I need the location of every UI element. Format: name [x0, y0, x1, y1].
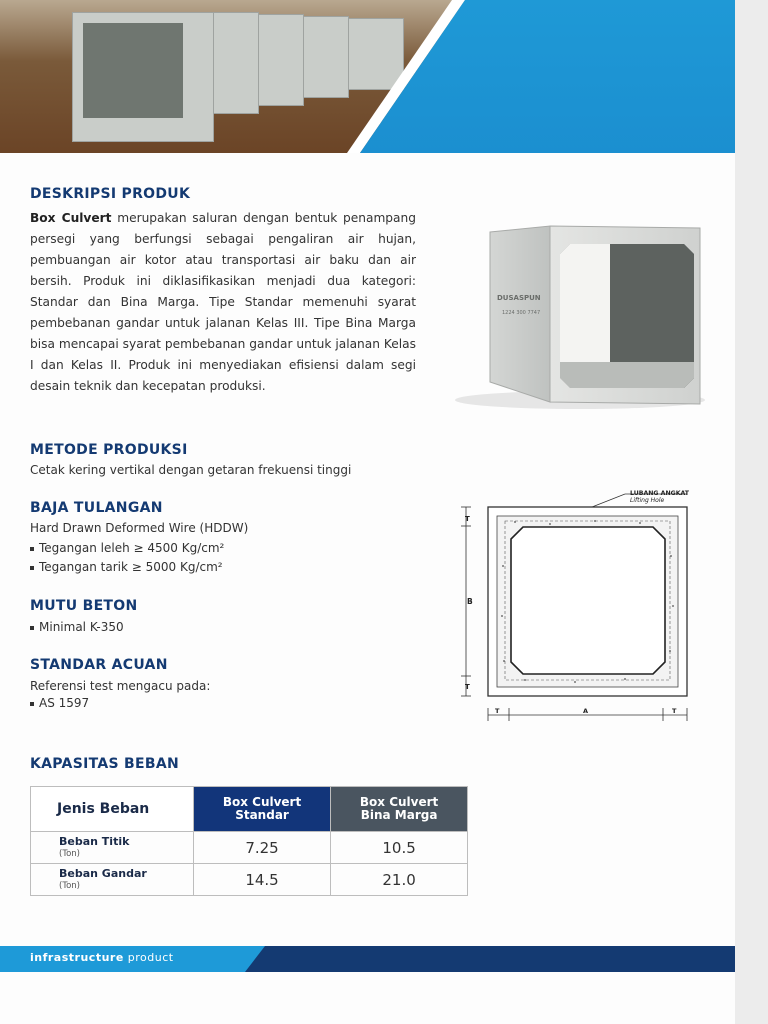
method-text: Cetak kering vertikal dengan getaran frekuensi tinggi	[30, 463, 352, 477]
description-heading: DESKRIPSI PRODUK	[30, 186, 191, 202]
capacity-table	[30, 786, 468, 896]
cell-standard: 14.5	[193, 864, 330, 896]
steel-bullet-2: Tegangan tarik ≥ 5000 Kg/cm²	[30, 560, 223, 574]
dim-t-top: T	[465, 515, 470, 523]
page-margin	[735, 0, 768, 1024]
standard-heading: STANDAR ACUAN	[30, 657, 168, 673]
cell-standard: 7.25	[193, 832, 330, 864]
table-row	[31, 864, 468, 896]
description-body: merupakan saluran dengan bentuk penampang persegi yang berfungsi sebagai pengaliran air hujan, pembuangan air kotor atau transportasi air baku dan air bersih. Produk ini diklasifikasikan menjadi dua kategori: Standar dan Bina Marga. Tipe Standar memenuhi syarat pembebanan gandar untuk jalanan Kelas III. Tipe Bina Marga bisa mencapai syarat pembebanan gandar untuk jalanan Kelas I dan Kelas II. Produk ini menyediakan efisiensi dalam segi desain teknik dan kecepatan produksi.	[30, 211, 416, 393]
cell-binamarga: 21.0	[331, 864, 468, 896]
cross-section-diagram	[455, 486, 700, 726]
bullet-icon	[30, 626, 34, 630]
product-code-text: 1224 300 7747	[502, 310, 541, 316]
steel-text: Hard Drawn Deformed Wire (HDDW)	[30, 521, 249, 535]
bullet-icon	[30, 547, 34, 551]
dim-a: A	[583, 707, 589, 715]
table-row	[31, 832, 468, 864]
row-label: Beban Titik (Ton)	[31, 832, 194, 864]
table-header-row	[31, 787, 468, 832]
description-lead: Box Culvert	[30, 211, 112, 225]
header-photo	[0, 0, 735, 153]
steel-heading: BAJA TULANGAN	[30, 500, 163, 516]
concrete-heading: MUTU BETON	[30, 598, 138, 614]
product-brand-text: DUSASPUN	[497, 294, 541, 302]
standard-text: Referensi test mengacu pada:	[30, 679, 211, 693]
box-culvert-product-image	[450, 222, 705, 412]
dim-t-right: T	[672, 707, 677, 715]
description-text	[30, 208, 416, 397]
dim-t-left: T	[495, 707, 500, 715]
col-header-standard: Box Culvert Standar	[193, 787, 330, 832]
dim-b: B	[467, 597, 473, 606]
row-label: Beban Gandar (Ton)	[31, 864, 194, 896]
steel-bullet-1: Tegangan leleh ≥ 4500 Kg/cm²	[30, 541, 224, 555]
footer-text: infrastructure product	[30, 951, 174, 964]
dim-t-bottom: T	[465, 683, 470, 691]
standard-bullet-1: AS 1597	[30, 696, 89, 710]
col-header-binamarga: Box Culvert Bina Marga	[331, 787, 468, 832]
capacity-heading: KAPASITAS BEBAN	[30, 756, 179, 772]
lifting-hole-label: LUBANG ANGKAT	[630, 490, 690, 497]
concrete-bullet-1: Minimal K-350	[30, 620, 124, 634]
bullet-icon	[30, 702, 34, 706]
culvert-row-photo	[72, 12, 412, 144]
method-heading: METODE PRODUKSI	[30, 442, 188, 458]
col-header-type: Jenis Beban	[31, 787, 194, 832]
bullet-icon	[30, 566, 34, 570]
cell-binamarga: 10.5	[331, 832, 468, 864]
lifting-hole-label-en: Lifting Hole	[630, 497, 665, 504]
